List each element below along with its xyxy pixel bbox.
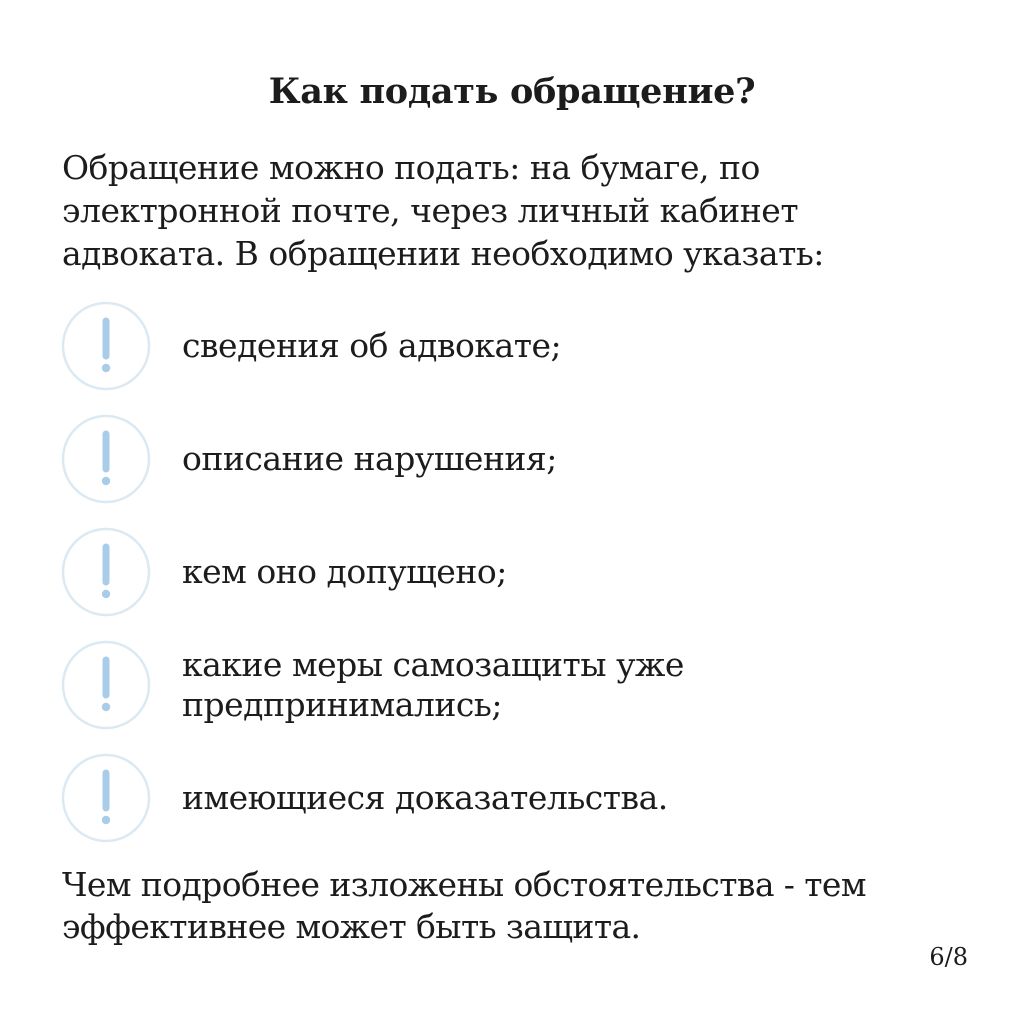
page-number: 6/8 [929, 943, 968, 971]
exclamation-circle-icon [60, 413, 152, 505]
list-item-text: описание нарушения; [182, 439, 557, 478]
page-title: Как подать обращение? [268, 71, 756, 112]
exclamation-circle-icon [60, 639, 152, 731]
list-item [60, 300, 980, 392]
list-item [60, 639, 980, 731]
exclamation-circle-icon [60, 526, 152, 618]
footer-paragraph [62, 864, 992, 948]
list-item-text: кем оно допущено; [182, 552, 507, 591]
exclamation-circle-icon [60, 300, 152, 392]
intro-line: адвоката. В обращении необходимо указать: [62, 234, 824, 273]
intro-line: электронной почте, через личный кабинет [62, 191, 799, 230]
exclamation-circle-icon [60, 752, 152, 844]
footer-line: эффективнее может быть защита. [62, 907, 641, 946]
list-item [60, 526, 980, 618]
footer-line: Чем подробнее изложены обстоятельства - тем [62, 865, 866, 904]
intro-line: Обращение можно подать: на бумаге, по [62, 148, 760, 187]
list-item-text: имеющиеся доказательства. [182, 778, 668, 817]
intro-paragraph [62, 146, 962, 275]
list-item-text: сведения об адвокате; [182, 326, 562, 365]
list-item [60, 752, 980, 844]
list-item-text: какие меры самозащиты уже предпринимались; [182, 645, 684, 724]
list-item [60, 413, 980, 505]
